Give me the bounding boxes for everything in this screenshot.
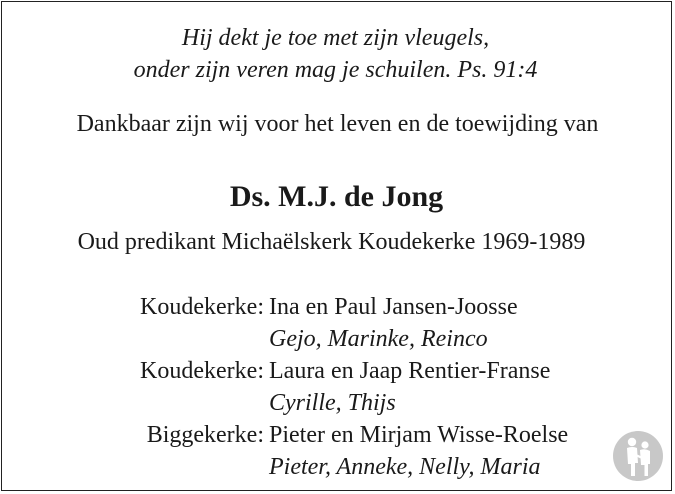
family-names: Ina en Paul Jansen-Joosse — [269, 294, 518, 320]
family-children-row — [0, 325, 675, 357]
family-children-row — [0, 389, 675, 421]
family-row — [0, 357, 675, 389]
deceased-role: Oud predikant Michaëlskerk Koudekerke 1969-1989 — [77, 229, 586, 255]
family-place: Koudekerke: — [140, 358, 264, 384]
verse-line-1: Hij dekt je toe met zijn vleugels, — [181, 25, 490, 51]
family-names: Laura en Jaap Rentier-Franse — [269, 358, 551, 384]
family-children-row — [0, 453, 675, 485]
family-children: Cyrille, Thijs — [269, 390, 396, 416]
family-row — [0, 421, 675, 453]
verse-line-2: onder zijn veren mag je schuilen. Ps. 91:4 — [133, 57, 538, 83]
family-names: Pieter en Mirjam Wisse-Roelse — [269, 422, 569, 448]
family-row — [0, 293, 675, 325]
deceased-name: Ds. M.J. de Jong — [229, 180, 444, 213]
condolence-figures-icon — [612, 430, 664, 482]
family-children: Pieter, Anneke, Nelly, Maria — [269, 454, 541, 480]
intro-text: Dankbaar zijn wij voor het leven en de toewijding van — [76, 111, 599, 137]
family-place: Biggekerke: — [146, 422, 264, 448]
family-place: Koudekerke: — [140, 294, 264, 320]
family-list — [0, 293, 675, 485]
family-children: Gejo, Marinke, Reinco — [269, 326, 488, 352]
